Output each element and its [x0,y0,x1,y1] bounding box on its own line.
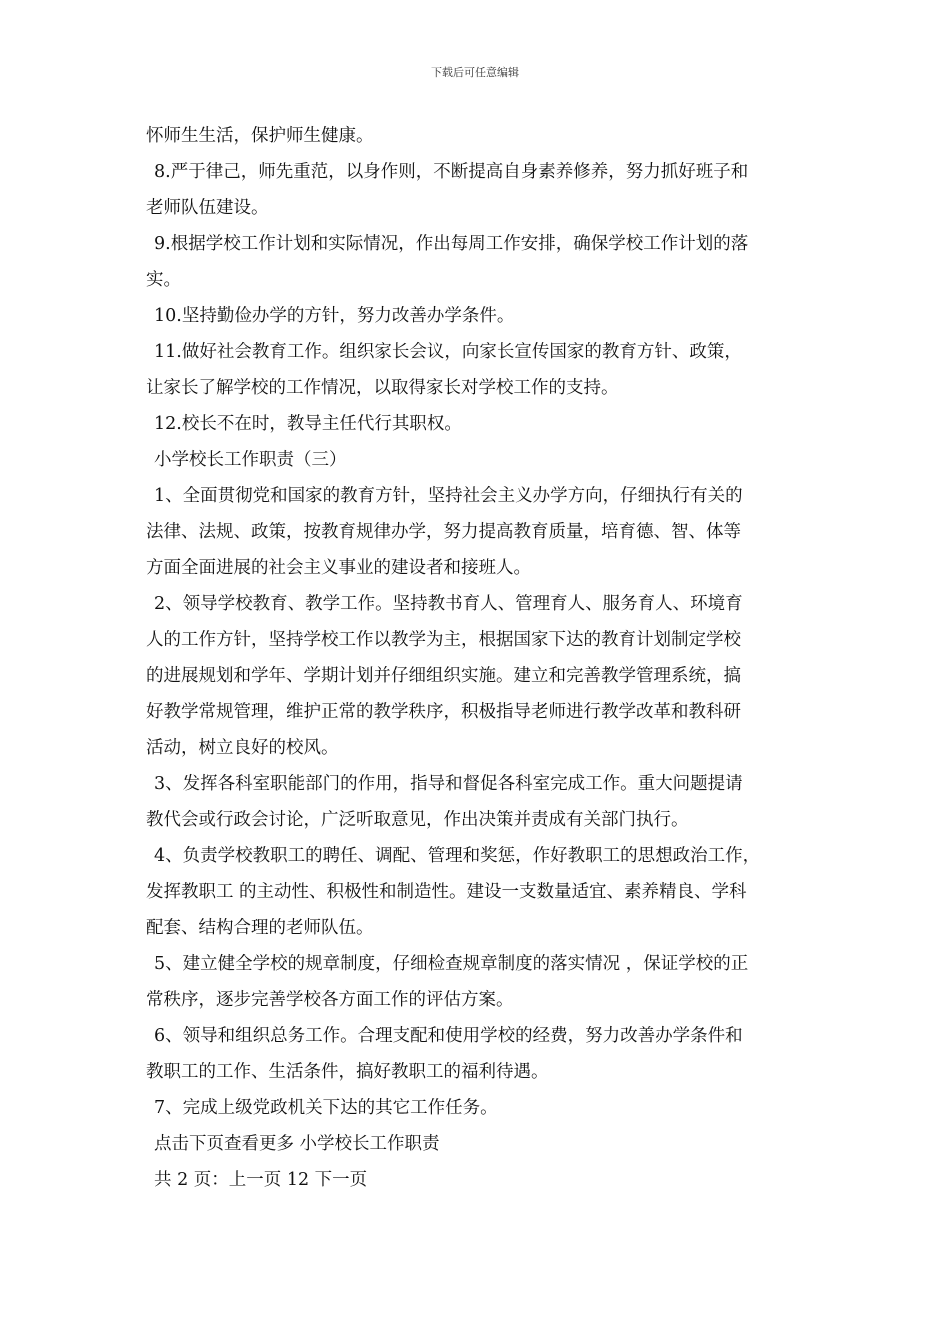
text-line: 3、发挥各科室职能部门的作用，指导和督促各科室完成工作。重大问题提请 [154,774,743,794]
text-line: 6、领导和组织总务工作。合理支配和使用学校的经费，努力改善办学条件和 [154,1026,743,1046]
text-line: 好教学常规管理，维护正常的教学秩序，积极指导老师进行教学改革和教科研 [146,702,741,722]
text-line: 怀师生生活，保护师生健康。 [146,126,374,146]
text-line: 法律、法规、政策，按教育规律办学，努力提高教育质量，培育德、智、体等 [146,522,741,542]
text-line: 9.根据学校工作计划和实际情况，作出每周工作安排，确保学校工作计划的落 [154,234,749,254]
text-line: 11.做好社会教育工作。组织家长会议，向家长宣传国家的教育方针、政策， [154,342,742,362]
text-line: 1、全面贯彻党和国家的教育方针，坚持社会主义办学方向，仔细执行有关的 [154,486,743,506]
more-link-line: 点击下页查看更多 小学校长工作职责 [154,1134,440,1154]
pagination-line: 共 2 页：上一页 12 下一页 [154,1170,368,1190]
download-note: 下载后可任意编辑 [431,66,519,79]
text-line: 教代会或行政会讨论，广泛听取意见，作出决策并责成有关部门执行。 [146,810,689,830]
text-line: 常秩序，逐步完善学校各方面工作的评估方案。 [146,990,514,1010]
text-line: 4、负责学校教职工的聘任、调配、管理和奖惩，作好教职工的思想政治工作， [154,846,761,866]
document-body [146,118,826,1198]
text-line: 方面全面进展的社会主义事业的建设者和接班人。 [146,558,531,578]
text-line: 12.校长不在时，教导主任代行其职权。 [154,414,462,434]
text-line: 8.严于律己，师先重范，以身作则，不断提高自身素养修养，努力抓好班子和 [154,162,749,182]
text-line: 老师队伍建设。 [146,198,269,218]
text-line: 教职工的工作、生活条件，搞好教职工的福利待遇。 [146,1062,549,1082]
text-line: 5、建立健全学校的规章制度，仔细检查规章制度的落实情况 ，保证学校的正 [154,954,749,974]
text-line: 2、领导学校教育、教学工作。坚持教书育人、管理育人、服务育人、环境育 [154,594,743,614]
text-line: 活动，树立良好的校风。 [146,738,339,758]
text-line: 7、完成上级党政机关下达的其它工作任务。 [154,1098,498,1118]
text-line: 10.坚持勤俭办学的方针，努力改善办学条件。 [154,306,515,326]
text-line: 让家长了解学校的工作情况，以取得家长对学校工作的支持。 [146,378,619,398]
text-line: 人的工作方针，坚持学校工作以教学为主，根据国家下达的教育计划制定学校 [146,630,741,650]
text-line: 配套、结构合理的老师队伍。 [146,918,374,938]
text-line: 发挥教职工 的主动性、积极性和制造性。建设一支数量适宜、素养精良、学科 [146,882,747,902]
section-heading: 小学校长工作职责（三） [154,450,347,470]
text-line: 实。 [146,270,181,290]
text-line: 的进展规划和学年、学期计划并仔细组织实施。建立和完善教学管理系统，搞 [146,666,741,686]
